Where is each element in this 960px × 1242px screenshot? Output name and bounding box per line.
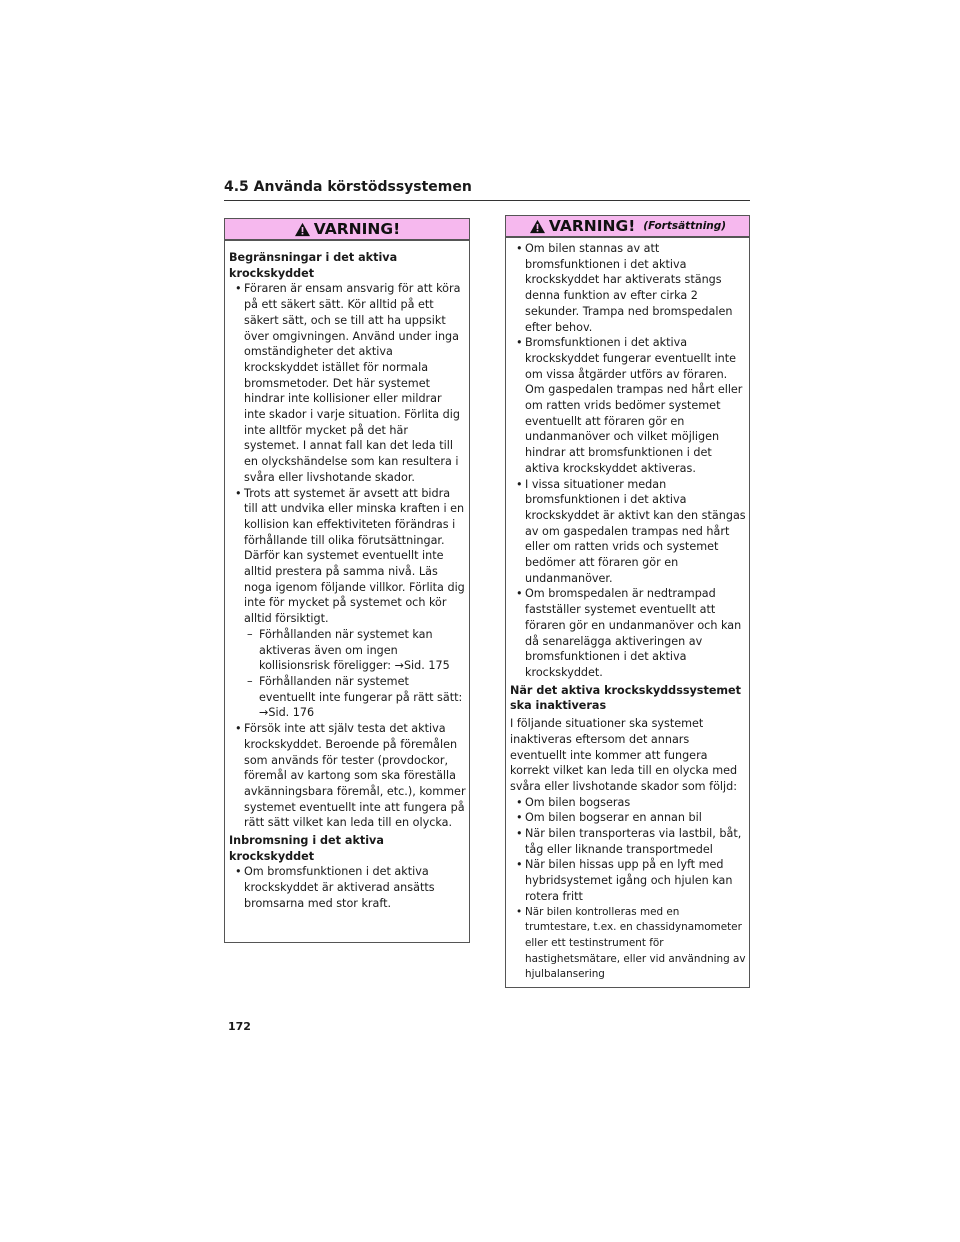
warning-banner	[506, 216, 749, 238]
section-title: 4.5 Använda körstödssystemen	[224, 179, 472, 195]
warning-triangle-icon	[294, 222, 311, 237]
warning-banner	[225, 219, 469, 241]
page-number: 172	[228, 1020, 251, 1033]
warning-title: VARNING!	[548, 217, 636, 235]
dash-item: – Förhållanden när systemet eventuellt inte fungerar på rätt sätt: →Sid. 176	[229, 674, 466, 721]
dash-item: – Förhållanden när systemet kan aktiveras även om ingen kollisionsrisk föreligger: →Sid. 175	[229, 627, 466, 674]
list-item: • När bilen kontrolleras med en trumtestare, t.ex. en chassidynamometer eller ett testinstrument för hastighetsmätare, eller vid användning av hjulbalansering	[510, 905, 746, 984]
warning-content	[506, 238, 749, 983]
continued-label: (Fortsättning)	[643, 220, 727, 232]
bullet-item: • Försök inte att själv testa det aktiva krockskyddet. Beroende på föremålen som används för tester (provdockor, föremål av kartong som ska föreställa avkänningsbara föremål, etc.), kommer systemet eventuellt inte att fungera på rätt sätt vilket kan leda till en olycka.	[229, 721, 466, 831]
subheading: Begränsningar i det aktiva krockskyddet	[229, 251, 398, 280]
bullet-item: • I vissa situationer medan bromsfunktionen i det aktiva krockskyddet är aktivt kan den stängas av om gaspedalen trampas ned hårt eller om ratten vrids och systemet bedömer att föraren gör en undanmanöver.	[510, 477, 746, 587]
subheading: Inbromsning i det aktiva krockskyddet	[229, 834, 384, 863]
warning-box	[224, 218, 470, 943]
bullet-item: • Om bromsfunktionen i det aktiva krockskyddet är aktiverad ansätts bromsarna med stor kraft.	[229, 864, 466, 911]
bullet-item: • Om bilen stannas av att bromsfunktionen i det aktiva krockskyddet har aktiverats stängs denna funktion av efter cirka 2 sekunder. Trampa ned bromspedalen efter behov.	[510, 241, 746, 335]
list-item: • Om bilen bogseras	[510, 795, 746, 811]
warning-content	[225, 241, 469, 912]
subheading: När det aktiva krockskyddssystemet ska inaktiveras	[510, 683, 741, 713]
bullet-item: • Bromsfunktionen i det aktiva krockskyddet fungerar eventuellt inte om vissa åtgärder utförs av föraren. Om gaspedalen trampas ned hårt eller om ratten vrids bedömer systemet eventuellt att föraren gör en undanmanöver och vilket möjligen hindrar att bromsfunktionen i det aktiva krockskyddet aktiveras.	[510, 335, 746, 476]
bullet-item: • Om bromspedalen är nedtrampad fastställer systemet eventuellt att föraren gör en undanmanöver och kan då senarelägga aktiveringen av bromsfunktionen i det aktiva krockskyddet.	[510, 586, 746, 680]
paragraph: I följande situationer ska systemet inaktiveras eftersom det annars eventuellt inte kommer att fungera korrekt vilket kan leda till en olycka med svåra eller livshotande skador som följd:	[510, 717, 738, 793]
list-item: • När bilen hissas upp på en lyft med hybridsystemet igång och hjulen kan rotera fritt	[510, 857, 746, 904]
warning-box-continued	[505, 215, 750, 988]
section-header	[224, 178, 750, 201]
bullet-item: • Föraren är ensam ansvarig för att köra på ett säkert sätt. Kör alltid på ett säkert sätt, och se till att ha uppsikt över omgivningen. Använd under inga omständigheter det aktiva krockskyddet istället för normala bromsmetoder. Det här systemet hindrar inte kollisioner eller mildrar inte skador i varje situation. Förlita dig inte alltför mycket på det här systemet. I annat fall kan det leda till en olyckshändelse som kan resultera i svåra eller livshotande skador.	[229, 281, 466, 485]
list-item: • När bilen transporteras via lastbil, båt, tåg eller liknande transportmedel	[510, 826, 746, 857]
warning-triangle-icon	[529, 219, 546, 234]
list-item: • Om bilen bogserar en annan bil	[510, 810, 746, 826]
bullet-item: • Trots att systemet är avsett att bidra till att undvika eller minska kraften i en kollision kan effektiviteten förändras i förhållande till olika förutsättningar. Därför kan systemet eventuellt inte alltid prestera på samma nivå. Läs noga igenom följande villkor. Förlita dig inte för mycket på systemet och kör alltid försiktigt.	[229, 486, 466, 627]
warning-title: VARNING!	[313, 220, 401, 238]
